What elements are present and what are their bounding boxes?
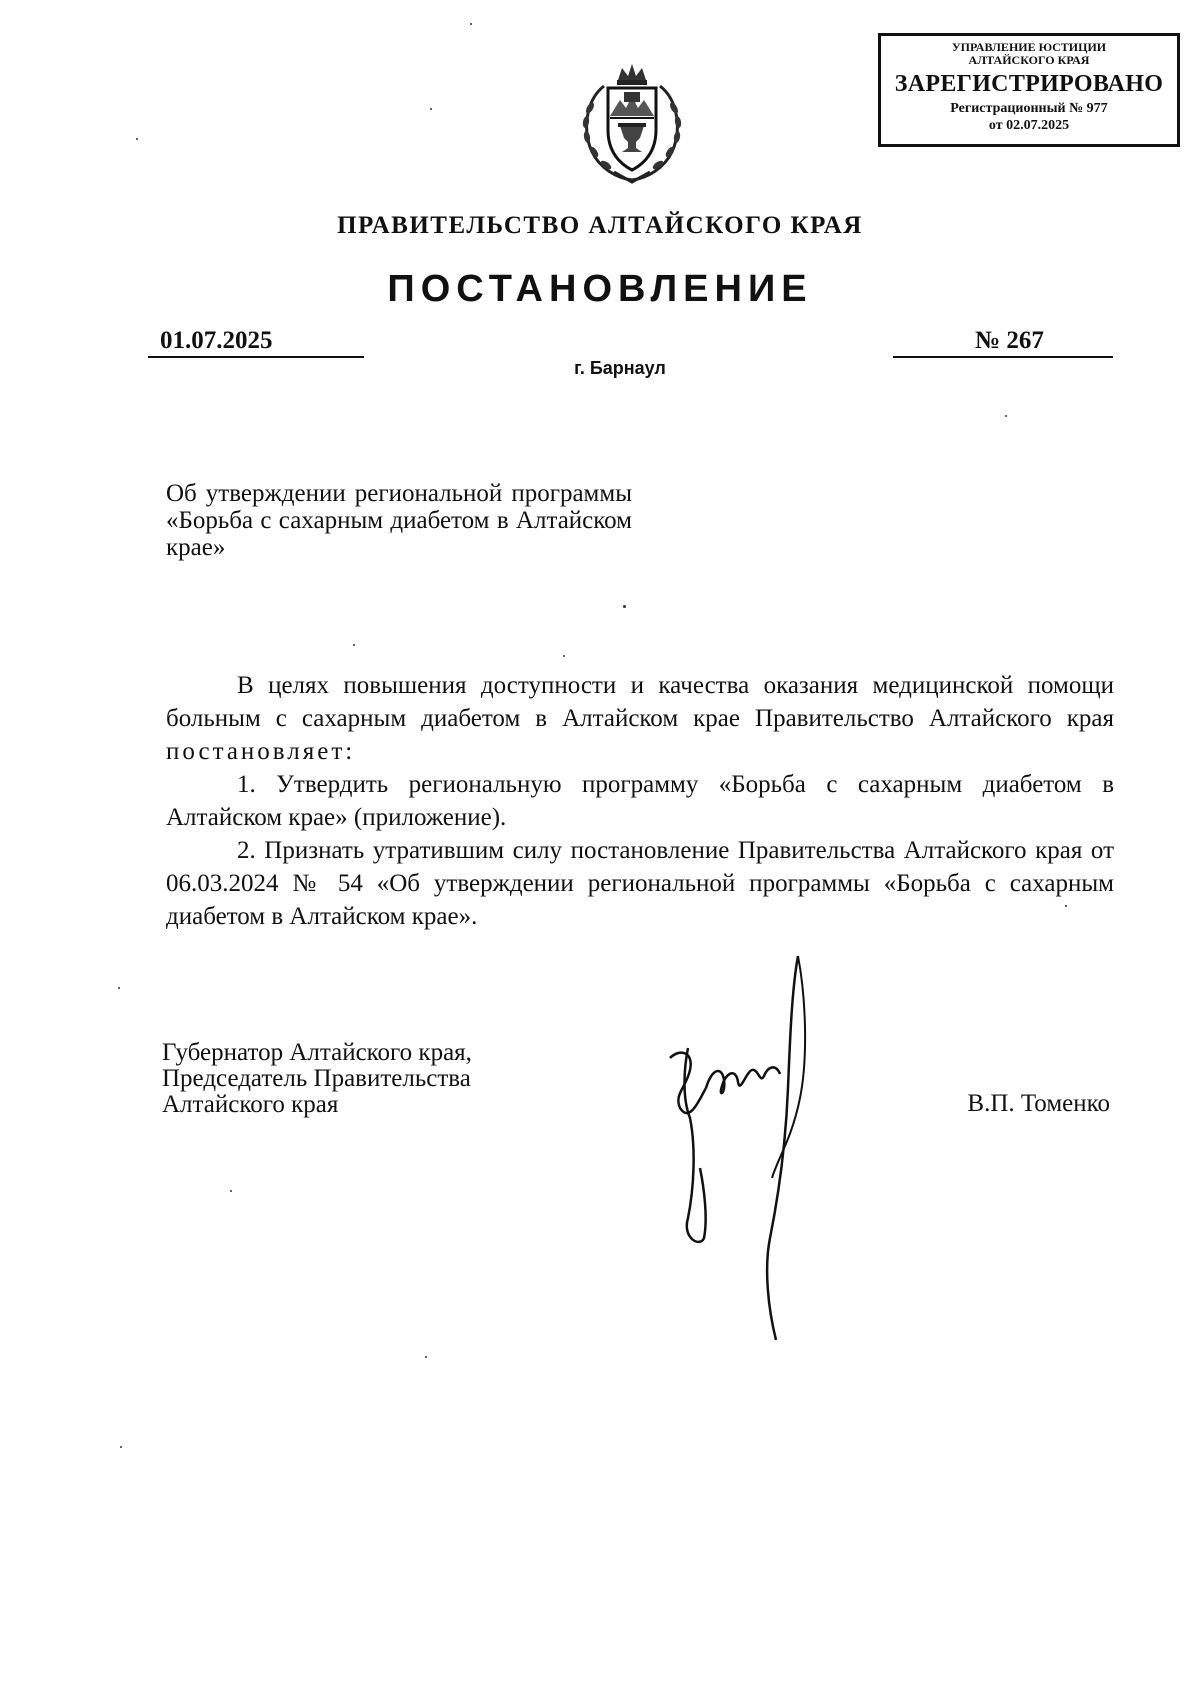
signer-name: В.П. Томенко: [967, 1090, 1110, 1117]
scan-speck: [563, 655, 565, 657]
scan-speck: [353, 644, 355, 646]
altai-krai-coat-of-arms-icon: [574, 60, 690, 186]
scan-speck: [120, 1446, 122, 1448]
document-body: [166, 669, 1114, 933]
document-subject: Об утверждении региональной программы «Борьба с сахарным диабетом в Алтайском крае»: [166, 480, 632, 561]
body-intro-paragraph: [166, 669, 1114, 768]
scan-speck: [470, 23, 472, 25]
document-date: 01.07.2025: [148, 326, 364, 358]
signer-position-line2: Председатель Правительства: [162, 1065, 471, 1092]
scan-speck: [623, 605, 626, 608]
signer-position: [162, 1040, 582, 1118]
document-city: г. Барнаул: [574, 358, 666, 378]
scan-speck: [425, 1356, 427, 1358]
body-intro: В целях повышения доступности и качества оказания медицинской помощи больным с сахарным диабетом в Алтайском крае Правительство Алтайского края: [166, 672, 1114, 732]
stamp-registration-number: Регистрационный № 977: [950, 101, 1108, 116]
signer-position-line3: Алтайского края: [162, 1091, 339, 1118]
government-title: ПРАВИТЕЛЬСТВО АЛТАЙСКОГО КРАЯ: [337, 212, 863, 239]
scan-speck: [136, 138, 138, 140]
stamp-status: ЗАРЕГИСТРИРОВАНО: [894, 71, 1164, 97]
stamp-authority-line2: АЛТАЙСКОГО КРАЯ: [968, 53, 1090, 67]
scan-speck: [1065, 905, 1067, 907]
body-item-1: 1. Утвердить региональную программу «Борьба с сахарным диабетом в Алтайском крае» (приложение).: [166, 771, 1114, 831]
handwritten-signature-icon: [660, 948, 850, 1348]
document-type: ПОСТАНОВЛЕНИЕ: [387, 268, 813, 310]
document-number: № 267: [893, 326, 1113, 358]
scan-speck: [1005, 415, 1007, 417]
stamp-authority-line1: УПРАВЛЕНИЕ ЮСТИЦИИ: [951, 40, 1107, 54]
stamp-date: от 02.07.2025: [988, 118, 1070, 133]
scan-speck: [118, 987, 120, 989]
registration-stamp: [878, 33, 1180, 147]
scan-speck: [430, 108, 432, 110]
signer-position-line1: Губернатор Алтайского края,: [162, 1039, 472, 1066]
body-decree-word: постановляет:: [166, 738, 356, 765]
scan-speck: [230, 1190, 232, 1192]
body-item-2: 2. Признать утратившим силу постановление Правительства Алтайского края от 06.03.2024 № 54 «Об утверждении региональной программы «Борьба с сахарным диабетом в Алтайском крае».: [166, 837, 1114, 930]
